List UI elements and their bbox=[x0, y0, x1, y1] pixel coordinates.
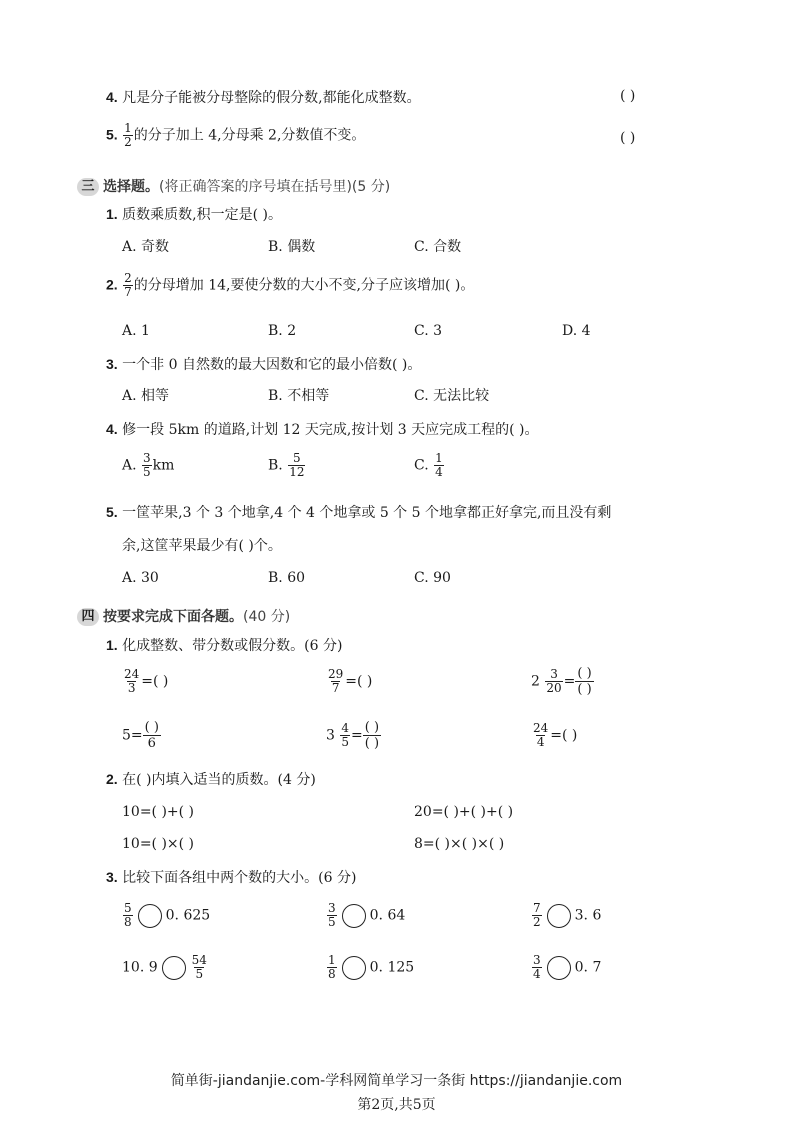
section-title: 按要求完成下面各题。 bbox=[103, 609, 243, 625]
option-b[interactable]: B. 60 bbox=[268, 570, 306, 586]
convert-item[interactable]: $\frac{24}{4}$ =( ) bbox=[533, 721, 578, 749]
footer-page-number: 第2页,共5页 bbox=[357, 1097, 436, 1113]
answer-paren[interactable]: ( ) bbox=[620, 130, 636, 146]
option-b[interactable]: B. $\frac{5}{12}$ bbox=[268, 451, 305, 479]
convert-item[interactable]: $\frac{24}{3}$ =( ) bbox=[124, 667, 169, 695]
option-a[interactable]: A. $\frac{3}{5}$ km bbox=[122, 451, 175, 479]
option-c[interactable]: C. 3 bbox=[414, 323, 443, 339]
compare-circle[interactable] bbox=[342, 904, 366, 928]
compare-circle[interactable] bbox=[547, 904, 571, 928]
compare-item: $\frac{3}{5}$ 0. 64 bbox=[328, 901, 406, 929]
s3-q5-line1 bbox=[106, 503, 611, 522]
question-text: 修一段 5km 的道路,计划 12 天完成,按计划 3 天应完成工程的( )。 bbox=[122, 422, 539, 438]
section-note: (将正确答案的序号填在括号里)(5 分) bbox=[159, 179, 391, 195]
compare-item: $\frac{3}{4}$ 0. 7 bbox=[533, 953, 602, 981]
compare-circle[interactable] bbox=[342, 956, 366, 980]
compare-item: 10. 9 $\frac{54}{5}$ bbox=[122, 953, 207, 981]
footer-site-line: 简单街-jiandanjie.com-学科网简单学习一条街 https://jiandanjie.com bbox=[170, 1073, 623, 1089]
option-d[interactable]: D. 4 bbox=[562, 323, 591, 339]
s4-p2-title bbox=[106, 770, 316, 789]
option-a[interactable]: A. 30 bbox=[122, 570, 159, 586]
question-number: 4. bbox=[106, 89, 118, 105]
fraction: $\frac{1}{2}$ bbox=[124, 121, 132, 149]
question-number: 5. bbox=[106, 126, 118, 143]
section-title: 选择题。 bbox=[103, 179, 159, 195]
judge-q5 bbox=[106, 122, 365, 149]
option-b[interactable]: B. 2 bbox=[268, 323, 297, 339]
s3-q2 bbox=[106, 272, 474, 299]
question-text: 化成整数、带分数或假分数。(6 分) bbox=[122, 638, 343, 654]
prime-fill-row[interactable]: 10=( )+( ) bbox=[122, 804, 195, 820]
prime-fill-row[interactable]: 10=( )×( ) bbox=[122, 836, 195, 852]
judge-q4 bbox=[106, 88, 421, 107]
option-a[interactable]: A. 相等 bbox=[122, 388, 170, 404]
question-text: 的分子加上 4,分母乘 2,分数值不变。 bbox=[133, 127, 366, 144]
s3-q5-line2: 余,这筐苹果最少有( )个。 bbox=[122, 538, 282, 554]
option-a[interactable]: A. 1 bbox=[122, 323, 150, 339]
section-badge: 四 bbox=[77, 608, 99, 626]
question-text: 在( )内填入适当的质数。(4 分) bbox=[122, 772, 316, 788]
option-c[interactable]: C. 无法比较 bbox=[414, 388, 490, 404]
section-badge: 三 bbox=[77, 178, 99, 196]
question-number: 5. bbox=[106, 504, 118, 520]
s3-q4 bbox=[106, 420, 539, 439]
convert-item[interactable]: $\frac{29}{7}$ =( ) bbox=[328, 667, 373, 695]
question-text: 的分母增加 14,要使分数的大小不变,分子应该增加( )。 bbox=[133, 277, 475, 294]
section-3-header bbox=[77, 176, 390, 196]
option-b[interactable]: B. 不相等 bbox=[268, 388, 330, 404]
question-number: 3. bbox=[106, 356, 118, 372]
compare-circle[interactable] bbox=[547, 956, 571, 980]
s3-q3 bbox=[106, 355, 421, 374]
question-number: 2. bbox=[106, 276, 118, 293]
convert-item[interactable]: 3 $\frac{4}{5}$ = ( ) ( ) bbox=[326, 720, 380, 751]
option-c[interactable]: C. 90 bbox=[414, 570, 451, 586]
compare-circle[interactable] bbox=[162, 956, 186, 980]
question-number: 3. bbox=[106, 869, 118, 885]
prime-fill-row[interactable]: 20=( )+( )+( ) bbox=[414, 804, 514, 820]
section-note: (40 分) bbox=[243, 609, 291, 625]
answer-paren[interactable]: ( ) bbox=[620, 88, 636, 104]
s3-q1 bbox=[106, 205, 282, 224]
s4-p3-title bbox=[106, 868, 356, 887]
question-text: 一个非 0 自然数的最大因数和它的最小倍数( )。 bbox=[122, 357, 422, 373]
question-number: 1. bbox=[106, 206, 118, 222]
question-number: 4. bbox=[106, 421, 118, 437]
option-b[interactable]: B. 偶数 bbox=[268, 239, 316, 255]
question-text: 比较下面各组中两个数的大小。(6 分) bbox=[122, 870, 357, 886]
section-4-header bbox=[77, 606, 290, 626]
compare-item: $\frac{5}{8}$ 0. 625 bbox=[124, 901, 211, 929]
question-number: 2. bbox=[106, 771, 118, 787]
option-c[interactable]: C. 合数 bbox=[414, 239, 462, 255]
fraction: $\frac{2}{7}$ bbox=[124, 271, 132, 299]
question-text: 质数乘质数,积一定是( )。 bbox=[122, 207, 282, 223]
question-text: 凡是分子能被分母整除的假分数,都能化成整数。 bbox=[122, 90, 421, 106]
convert-item[interactable]: 5= ( ) 6 bbox=[122, 720, 159, 751]
convert-item[interactable]: 2 $\frac{3}{20}$ = ( ) ( ) bbox=[531, 666, 592, 697]
prime-fill-row[interactable]: 8=( )×( )×( ) bbox=[414, 836, 505, 852]
s4-p1-title bbox=[106, 636, 342, 655]
option-a[interactable]: A. 奇数 bbox=[122, 239, 170, 255]
question-number: 1. bbox=[106, 637, 118, 653]
option-c[interactable]: C. $\frac{1}{4}$ bbox=[414, 451, 443, 479]
compare-circle[interactable] bbox=[138, 904, 162, 928]
compare-item: $\frac{7}{2}$ 3. 6 bbox=[533, 901, 602, 929]
compare-item: $\frac{1}{8}$ 0. 125 bbox=[328, 953, 415, 981]
question-text: 一筐苹果,3 个 3 个地拿,4 个 4 个地拿或 5 个 5 个地拿都正好拿完,而且没有剩 bbox=[122, 505, 612, 521]
